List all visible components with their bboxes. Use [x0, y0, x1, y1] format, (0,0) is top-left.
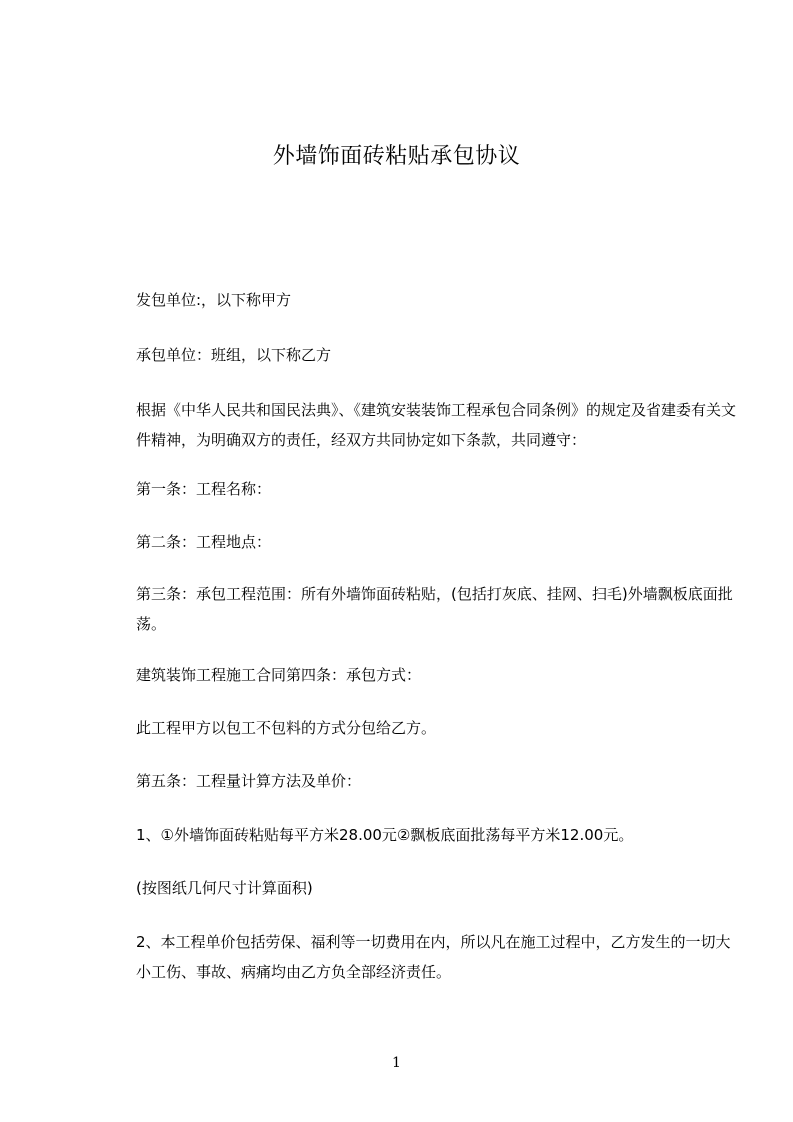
- paragraph-contractor: 承包单位：班组，以下称乙方: [136, 346, 332, 364]
- paragraph-article-4: 建筑装饰工程施工合同第四条：承包方式：: [136, 666, 422, 684]
- paragraph-employer: 发包单位:，以下称甲方: [136, 291, 292, 309]
- paragraph-article-2: 第二条：工程地点：: [136, 533, 272, 551]
- paragraph-article-1: 第一条：工程名称：: [136, 480, 272, 498]
- paragraph-unit-prices: 1、①外墙饰面砖粘贴每平方米28.00元②飘板底面批荡每平方米12.00元。: [136, 826, 634, 844]
- paragraph-area-note: (按图纸几何尺寸计算面积): [136, 879, 313, 897]
- page-number: 1: [392, 1055, 401, 1071]
- document-title: 外墙饰面砖粘贴承包协议: [272, 144, 521, 169]
- paragraph-article-5: 第五条：工程量计算方法及单价：: [136, 772, 362, 790]
- paragraph-legal-basis: 根据《中华人民共和国民法典》、《建筑安装装饰工程承包合同条例》的规定及省建委有关文件精神，为明确双方的责任，经双方共同协定如下条款，共同遵守：: [136, 401, 737, 449]
- paragraph-article-3: 第三条：承包工程范围：所有外墙饰面砖粘贴，(包括打灰底、挂网、扫毛)外墙飘板底面批荡。: [136, 585, 733, 633]
- paragraph-contract-method: 此工程甲方以包工不包料的方式分包给乙方。: [136, 719, 437, 737]
- paragraph-price-inclusion: 2、本工程单价包括劳保、福利等一切费用在内，所以凡在施工过程中，乙方发生的一切大小工伤、事故、病痛均由乙方负全部经济责任。: [136, 933, 731, 981]
